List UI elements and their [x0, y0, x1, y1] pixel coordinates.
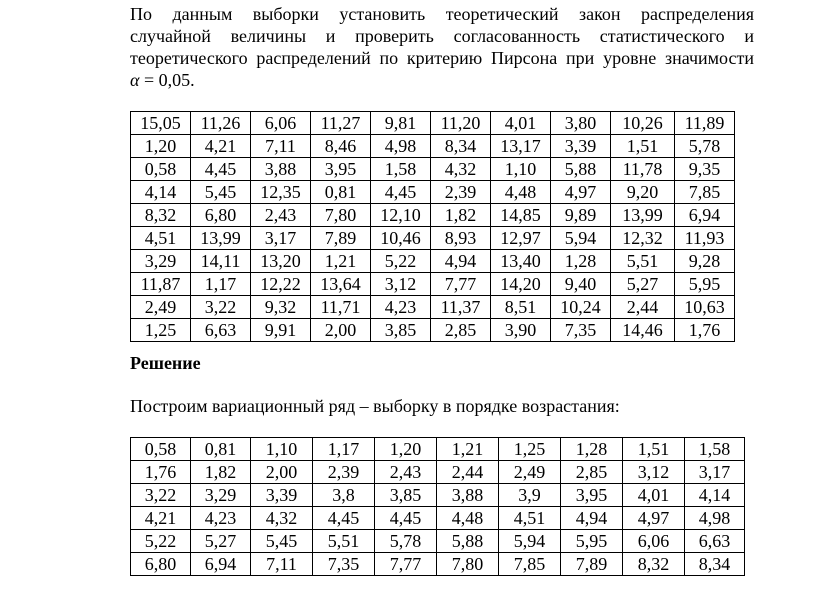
table-cell: 7,77 [375, 553, 437, 576]
table-cell: 6,63 [191, 319, 251, 342]
problem-line-3: теоретического распределений по критерию Пирсона при уровне значимости [130, 48, 754, 68]
table-cell: 11,37 [431, 296, 491, 319]
table-cell: 6,63 [685, 530, 745, 553]
alpha-symbol: α [130, 70, 140, 90]
table-cell: 12,22 [251, 273, 311, 296]
table-cell: 8,34 [431, 135, 491, 158]
table-cell: 2,49 [499, 461, 561, 484]
table-cell: 7,35 [313, 553, 375, 576]
table-cell: 4,21 [131, 507, 191, 530]
table-cell: 11,87 [131, 273, 191, 296]
table-cell: 0,58 [131, 158, 191, 181]
variation-series-sentence: Построим вариационный ряд – выборку в порядке возрастания: [130, 396, 620, 416]
table-cell: 1,17 [313, 438, 375, 461]
table-cell: 11,89 [675, 112, 735, 135]
table-cell: 2,43 [375, 461, 437, 484]
table-cell: 4,98 [371, 135, 431, 158]
table-cell: 1,10 [491, 158, 551, 181]
table-cell: 3,85 [371, 319, 431, 342]
table-row [131, 507, 745, 530]
table-cell: 8,46 [311, 135, 371, 158]
table-cell: 4,21 [191, 135, 251, 158]
table-cell: 5,27 [191, 530, 251, 553]
table-cell: 5,94 [499, 530, 561, 553]
table-cell: 13,64 [311, 273, 371, 296]
table-cell: 2,44 [611, 296, 675, 319]
table-row [131, 181, 735, 204]
sorted-table-body [131, 438, 745, 576]
table-row [131, 296, 735, 319]
table-cell: 14,11 [191, 250, 251, 273]
table-cell: 7,85 [675, 181, 735, 204]
table-cell: 1,51 [623, 438, 685, 461]
problem-statement [130, 3, 754, 91]
table-cell: 3,9 [499, 484, 561, 507]
table-cell: 13,20 [251, 250, 311, 273]
table-cell: 11,78 [611, 158, 675, 181]
table-cell: 11,27 [311, 112, 371, 135]
table-cell: 11,26 [191, 112, 251, 135]
table-cell: 1,76 [131, 461, 191, 484]
table-cell: 6,94 [191, 553, 251, 576]
table-cell: 0,81 [311, 181, 371, 204]
table-cell: 6,80 [191, 204, 251, 227]
table-cell: 1,17 [191, 273, 251, 296]
table-cell: 9,91 [251, 319, 311, 342]
table-cell: 5,45 [191, 181, 251, 204]
table-cell: 1,51 [611, 135, 675, 158]
table-cell: 4,97 [551, 181, 611, 204]
sample-data-table [130, 111, 735, 342]
table-cell: 2,85 [431, 319, 491, 342]
alpha-value: = 0,05. [139, 70, 195, 90]
table-cell: 6,94 [675, 204, 735, 227]
table-cell: 11,71 [311, 296, 371, 319]
table-cell: 9,81 [371, 112, 431, 135]
table-row [131, 250, 735, 273]
table-cell: 5,88 [437, 530, 499, 553]
table-cell: 4,94 [431, 250, 491, 273]
table-cell: 4,14 [131, 181, 191, 204]
table-cell: 3,90 [491, 319, 551, 342]
table-cell: 12,97 [491, 227, 551, 250]
table-cell: 3,39 [251, 484, 313, 507]
table-cell: 3,95 [561, 484, 623, 507]
table-cell: 11,20 [431, 112, 491, 135]
table-cell: 4,48 [437, 507, 499, 530]
table-cell: 1,28 [551, 250, 611, 273]
table-cell: 3,80 [551, 112, 611, 135]
table-cell: 9,35 [675, 158, 735, 181]
table-cell: 3,88 [251, 158, 311, 181]
table-row [131, 461, 745, 484]
table-cell: 6,06 [623, 530, 685, 553]
table-cell: 13,40 [491, 250, 551, 273]
table-cell: 3,17 [685, 461, 745, 484]
table-row [131, 484, 745, 507]
table-cell: 14,46 [611, 319, 675, 342]
table-cell: 12,32 [611, 227, 675, 250]
table-cell: 3,22 [131, 484, 191, 507]
table-row [131, 135, 735, 158]
table-cell: 3,88 [437, 484, 499, 507]
table-cell: 6,80 [131, 553, 191, 576]
table-cell: 7,11 [251, 135, 311, 158]
table-cell: 12,35 [251, 181, 311, 204]
table-cell: 5,78 [375, 530, 437, 553]
table-cell: 7,80 [437, 553, 499, 576]
table-cell: 4,01 [491, 112, 551, 135]
table-cell: 1,20 [375, 438, 437, 461]
table-cell: 8,32 [131, 204, 191, 227]
table-cell: 3,17 [251, 227, 311, 250]
table-cell: 7,11 [251, 553, 313, 576]
sample-table-body [131, 112, 735, 342]
sorted-sample-table [130, 437, 745, 576]
table-cell: 3,12 [623, 461, 685, 484]
table-cell: 5,94 [551, 227, 611, 250]
table-row [131, 112, 735, 135]
problem-line-2: случайной величины и проверить согласованность статистического и [130, 26, 754, 46]
table-cell: 4,45 [371, 181, 431, 204]
table-cell: 7,89 [561, 553, 623, 576]
table-cell: 3,12 [371, 273, 431, 296]
table-cell: 4,51 [499, 507, 561, 530]
table-cell: 5,88 [551, 158, 611, 181]
table-cell: 9,28 [675, 250, 735, 273]
table-cell: 2,85 [561, 461, 623, 484]
table-cell: 5,27 [611, 273, 675, 296]
table-cell: 8,93 [431, 227, 491, 250]
table-cell: 1,82 [431, 204, 491, 227]
table-cell: 7,89 [311, 227, 371, 250]
table-cell: 9,89 [551, 204, 611, 227]
table-cell: 14,85 [491, 204, 551, 227]
table-cell: 2,39 [431, 181, 491, 204]
significance-level [130, 69, 754, 91]
table-row [131, 204, 735, 227]
table-cell: 4,14 [685, 484, 745, 507]
table-cell: 3,39 [551, 135, 611, 158]
table-cell: 7,80 [311, 204, 371, 227]
table-cell: 1,58 [685, 438, 745, 461]
table-cell: 2,43 [251, 204, 311, 227]
table-cell: 4,45 [313, 507, 375, 530]
table-cell: 2,00 [251, 461, 313, 484]
table-row [131, 553, 745, 576]
table-cell: 8,34 [685, 553, 745, 576]
table-cell: 10,63 [675, 296, 735, 319]
table-cell: 4,32 [431, 158, 491, 181]
table-cell: 6,06 [251, 112, 311, 135]
solution-heading: Решение [130, 353, 201, 373]
table-cell: 1,21 [437, 438, 499, 461]
table-cell: 4,45 [191, 158, 251, 181]
table-cell: 2,44 [437, 461, 499, 484]
table-cell: 10,24 [551, 296, 611, 319]
table-cell: 4,32 [251, 507, 313, 530]
table-cell: 1,20 [131, 135, 191, 158]
table-cell: 14,20 [491, 273, 551, 296]
table-cell: 5,78 [675, 135, 735, 158]
table-cell: 3,29 [191, 484, 251, 507]
table-cell: 7,85 [499, 553, 561, 576]
table-cell: 4,01 [623, 484, 685, 507]
table-row [131, 273, 735, 296]
table-cell: 4,98 [685, 507, 745, 530]
table-cell: 3,95 [311, 158, 371, 181]
table-cell: 13,99 [611, 204, 675, 227]
table-cell: 13,17 [491, 135, 551, 158]
table-cell: 4,97 [623, 507, 685, 530]
table-cell: 3,8 [313, 484, 375, 507]
table-cell: 5,45 [251, 530, 313, 553]
table-cell: 5,22 [371, 250, 431, 273]
table-cell: 5,51 [611, 250, 675, 273]
table-cell: 10,26 [611, 112, 675, 135]
table-cell: 3,85 [375, 484, 437, 507]
table-cell: 10,46 [371, 227, 431, 250]
table-row [131, 227, 735, 250]
table-cell: 7,35 [551, 319, 611, 342]
table-cell: 8,32 [623, 553, 685, 576]
table-row [131, 530, 745, 553]
table-cell: 4,48 [491, 181, 551, 204]
table-cell: 3,22 [191, 296, 251, 319]
table-cell: 5,22 [131, 530, 191, 553]
table-cell: 0,58 [131, 438, 191, 461]
table-cell: 1,82 [191, 461, 251, 484]
table-cell: 1,25 [131, 319, 191, 342]
table-cell: 8,51 [491, 296, 551, 319]
table-cell: 9,32 [251, 296, 311, 319]
table-row [131, 438, 745, 461]
table-cell: 1,58 [371, 158, 431, 181]
table-row [131, 158, 735, 181]
table-cell: 4,94 [561, 507, 623, 530]
table-cell: 4,23 [191, 507, 251, 530]
table-cell: 1,76 [675, 319, 735, 342]
table-cell: 2,39 [313, 461, 375, 484]
table-cell: 5,51 [313, 530, 375, 553]
table-row [131, 319, 735, 342]
table-cell: 5,95 [675, 273, 735, 296]
table-cell: 11,93 [675, 227, 735, 250]
table-cell: 0,81 [191, 438, 251, 461]
table-cell: 1,21 [311, 250, 371, 273]
table-cell: 7,77 [431, 273, 491, 296]
table-cell: 1,10 [251, 438, 313, 461]
table-cell: 1,28 [561, 438, 623, 461]
table-cell: 13,99 [191, 227, 251, 250]
table-cell: 2,00 [311, 319, 371, 342]
table-cell: 9,20 [611, 181, 675, 204]
table-cell: 15,05 [131, 112, 191, 135]
table-cell: 3,29 [131, 250, 191, 273]
problem-line-1: По данным выборки установить теоретический закон распределения [130, 4, 754, 24]
table-cell: 2,49 [131, 296, 191, 319]
table-cell: 12,10 [371, 204, 431, 227]
table-cell: 9,40 [551, 273, 611, 296]
table-cell: 1,25 [499, 438, 561, 461]
table-cell: 4,23 [371, 296, 431, 319]
table-cell: 4,45 [375, 507, 437, 530]
table-cell: 4,51 [131, 227, 191, 250]
table-cell: 5,95 [561, 530, 623, 553]
